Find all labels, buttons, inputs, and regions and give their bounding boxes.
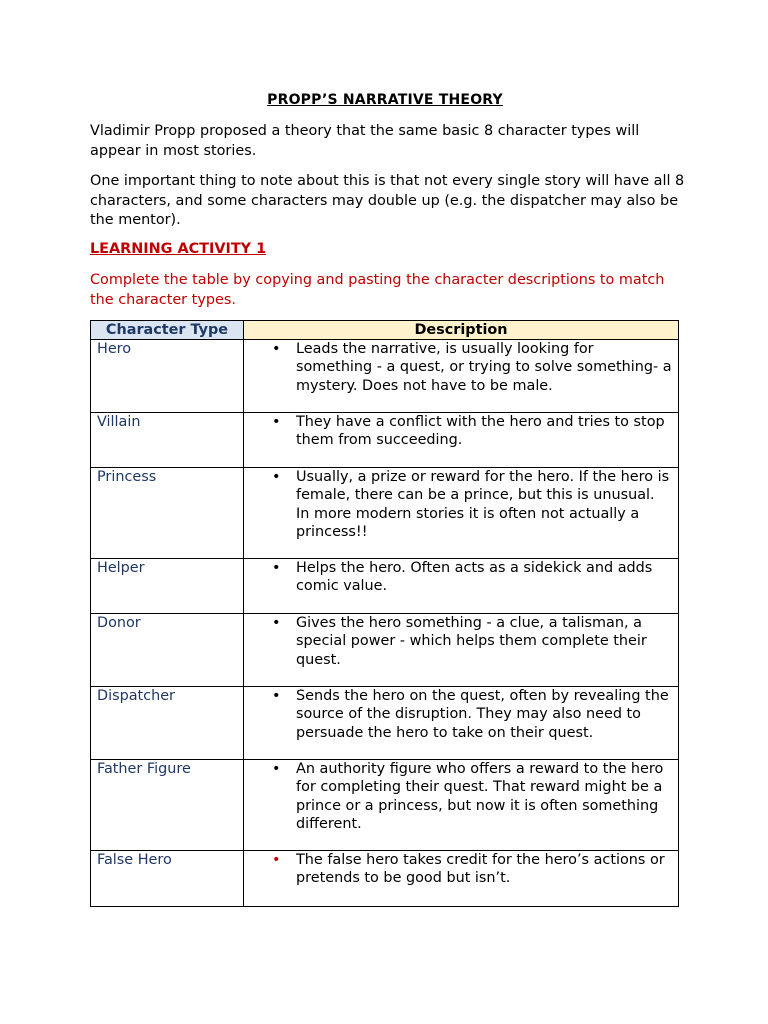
description-text: An authority figure who offers a reward to the hero for completing their quest. That reward might be a prince or a princess, but now it is often something different. [296, 761, 664, 832]
description-text: Gives the hero something - a clue, a talisman, a special power - which helps them complete their quest. [296, 615, 647, 668]
table-row [91, 559, 679, 614]
intro-paragraph-2: One important thing to note about this is that not every single story will have all 8 characters, and some characters may double up (e.g. the dispatcher may also be the mentor). [90, 173, 685, 228]
character-type-cell: Hero [91, 340, 244, 413]
description-cell[interactable] [244, 614, 679, 687]
bullet-icon: • [272, 341, 281, 357]
bullet-icon: • [272, 469, 281, 485]
character-type-cell: Villain [91, 413, 244, 468]
character-type-cell: Helper [91, 559, 244, 614]
description-cell[interactable] [244, 851, 679, 907]
table-row [91, 760, 679, 851]
description-text: Usually, a prize or reward for the hero. If the hero is female, there can be a prince, but this is unusual. In more modern stories it is often not actually a princess!! [296, 469, 670, 540]
table-row [91, 413, 679, 468]
character-type-cell: False Hero [91, 851, 244, 907]
bullet-icon: • [272, 414, 281, 430]
activity-heading: LEARNING ACTIVITY 1 [90, 241, 267, 257]
bullet-icon: • [272, 852, 281, 868]
activity-instructions: Complete the table by copying and pasting the character descriptions to match the character types. [90, 272, 665, 308]
table-row [91, 340, 679, 413]
description-cell[interactable] [244, 760, 679, 851]
header-character-type: Character Type [91, 321, 244, 340]
description-cell[interactable] [244, 559, 679, 614]
character-type-cell: Dispatcher [91, 687, 244, 760]
bullet-icon: • [272, 688, 281, 704]
description-text: Leads the narrative, is usually looking for something - a quest, or trying to solve something- a mystery. Does not have to be male. [296, 341, 672, 394]
table-row [91, 687, 679, 760]
description-cell[interactable] [244, 413, 679, 468]
description-text: The false hero takes credit for the hero’s actions or pretends to be good but isn’t. [296, 852, 665, 887]
table-header-row [91, 321, 679, 340]
bullet-icon: • [272, 560, 281, 576]
description-cell[interactable] [244, 468, 679, 559]
description-text: Helps the hero. Often acts as a sidekick and adds comic value. [296, 560, 653, 595]
table-row [91, 468, 679, 559]
table-row [91, 851, 679, 907]
table-row [91, 614, 679, 687]
intro-paragraph-1: Vladimir Propp proposed a theory that the same basic 8 character types will appear in most stories. [90, 123, 640, 159]
document-title: PROPP’S NARRATIVE THEORY [267, 92, 503, 108]
character-type-cell: Donor [91, 614, 244, 687]
character-type-cell: Father Figure [91, 760, 244, 851]
bullet-icon: • [272, 615, 281, 631]
description-text: They have a conflict with the hero and tries to stop them from succeeding. [296, 414, 665, 449]
character-table [90, 320, 679, 907]
description-cell[interactable] [244, 687, 679, 760]
description-cell[interactable] [244, 340, 679, 413]
description-text: Sends the hero on the quest, often by revealing the source of the disruption. They may also need to persuade the hero to take on their quest. [296, 688, 669, 741]
bullet-icon: • [272, 761, 281, 777]
character-type-cell: Princess [91, 468, 244, 559]
header-description: Description [244, 321, 679, 340]
